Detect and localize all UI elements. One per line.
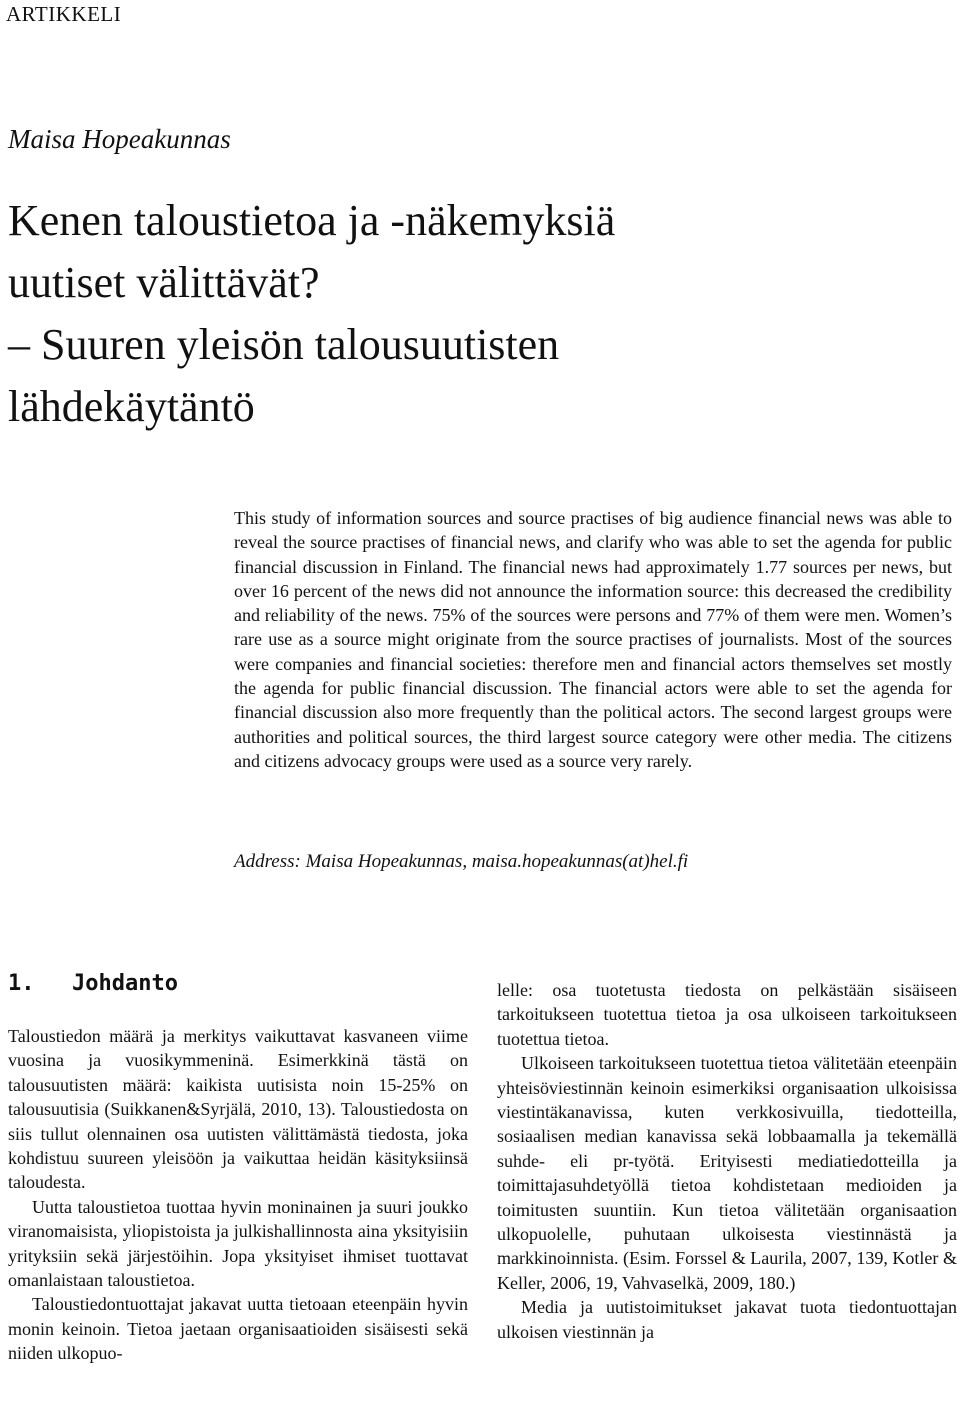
paragraph: Uutta taloustietoa tuottaa hyvin moninainen ja suuri joukko viranomaisista, yliopistoista ja julkishallinnosta aina yksityisiin yrityksiin sekä järjestöihin. Jopa yksityiset ihmiset tuottavat omanlaistaan taloustietoa.: [8, 1196, 468, 1291]
paragraph: Taloustiedon määrä ja merkitys vaikuttavat kasvaneen viime vuosina ja vuosikymmeninä. Esimerkkinä tästä on talousuutisten määrä: kaikista uutisista noin 15-25% on talousuutisia (Suikkanen&Syrjälä, 2010, 13). Taloustiedosta on siis tullut olennainen osa uutisten välittämästä tiedosta, joka kohdistuu suureen yleisöön ja vaikuttaa heidän käsityksiinsä taloudesta.: [8, 1026, 468, 1193]
section-number: 1.: [8, 971, 35, 996]
abstract-text: This study of information sources and source practises of big audience financial news was able to reveal the source practises of financial news, and clarify who was able to set the agenda for public financial discussion in Finland. The financial news had approximately 1.77 sources per news, but over 16 percent of the news did not announce the information source: this decreased the credibility and reliability of the news. 75% of the sources were persons and 77% of them were men. Women’s rare use as a source might originate from the source practises of journalists. Most of the sources were companies and financial societies: therefore men and financial actors themselves set mostly the agenda for public financial discussion. The financial actors were able to set the agenda for financial discussion also more frequently than the political actors. The second largest groups were authorities and political sources, the third largest source category were other media. The citizens and citizens advocacy groups were used as a source very rarely.: [234, 508, 952, 771]
paragraph: lelle: osa tuotetusta tiedosta on pelkästään sisäiseen tarkoitukseen tuotettua tietoa ja osa ulkoiseen tarkoitukseen tuotettua tietoa.: [497, 980, 957, 1049]
left-column: [8, 1024, 468, 1366]
section-label: ARTIKKELI: [6, 2, 122, 26]
author-name: Maisa Hopeakunnas: [8, 124, 231, 154]
abstract: [234, 506, 952, 773]
section-heading: [8, 971, 178, 996]
section-title: Johdanto: [72, 971, 178, 996]
title-line: Kenen taloustietoa ja -näkemyksiä: [8, 196, 616, 245]
paragraph: Media ja uutistoimitukset jakavat tuota tiedontuottajan ulkoisen viestinnän ja: [497, 1297, 957, 1342]
paragraph: Ulkoiseen tarkoitukseen tuotettua tietoa välitetään eteenpäin yhteisöviestinnän keinoin esimerkiksi organisaation ulkoisissa viestintäkanavissa, kuten verkkosivuilla, tiedotteilla, sosiaalisen median kanavissa sekä lobbaamalla ja tekemällä suhde- eli pr-työtä. Erityisesti mediatiedotteilla ja toimittajasuhdetyöllä tietoa kohdistetaan medioiden ja toimitusten suuntiin. Kun tietoa välitetään organisaation ulkopuolelle, puhutaan ulkoisesta viestinnästä ja markkinoinnista. (Esim. Forssel & Laurila, 2007, 139, Kotler & Keller, 2006, 19, Vahvaselkä, 2009, 180.): [497, 1053, 957, 1293]
right-column: [497, 978, 957, 1344]
author-address: Address: Maisa Hopeakunnas, maisa.hopeakunnas(at)hel.fi: [234, 851, 689, 872]
title-line: lähdekäytäntö: [8, 382, 255, 431]
article-title: [8, 190, 948, 438]
title-line: – Suuren yleisön talousuutisten: [8, 320, 560, 369]
title-line: uutiset välittävät?: [8, 258, 320, 307]
paragraph: Taloustiedontuottajat jakavat uutta tietoaan eteenpäin hyvin monin keinoin. Tietoa jaetaan organisaatioiden sisäisesti sekä niiden ulkopuo-: [8, 1294, 468, 1364]
